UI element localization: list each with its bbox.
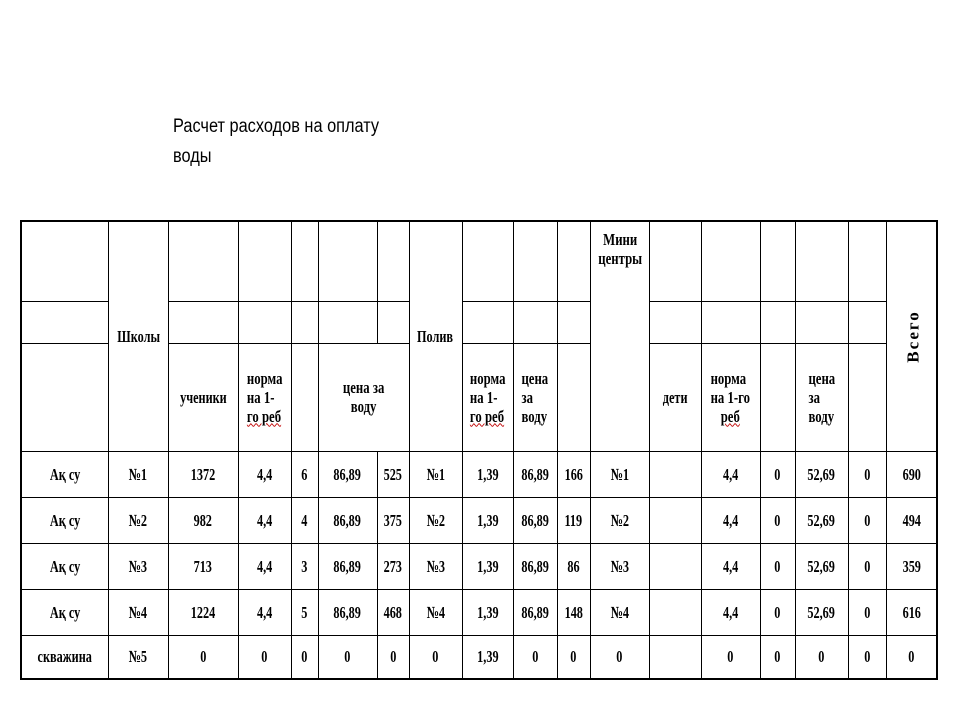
header-cell (318, 301, 377, 343)
header-cell (795, 221, 848, 301)
row-sum: 468 (377, 589, 409, 635)
row-qty: 6 (291, 451, 318, 497)
row-students: 713 (168, 543, 238, 589)
header-cell (795, 301, 848, 343)
header-norm-2: норма на 1- го реб (462, 343, 513, 451)
row-mini-no: №1 (590, 451, 649, 497)
row-school: №2 (108, 497, 168, 543)
row-sum-3: 0 (848, 543, 886, 589)
row-sum-2: 119 (557, 497, 590, 543)
row-sum: 0 (377, 635, 409, 679)
header-cell (557, 343, 590, 451)
water-cost-table (20, 220, 938, 680)
row-children (649, 543, 701, 589)
row-price-3: 52,69 (795, 543, 848, 589)
row-students: 982 (168, 497, 238, 543)
row-children (649, 635, 701, 679)
row-total: 690 (886, 451, 937, 497)
row-total: 0 (886, 635, 937, 679)
row-name: Ақ су (21, 497, 108, 543)
table-row (21, 451, 937, 497)
header-cell (21, 221, 108, 301)
header-schools: Школы (108, 221, 168, 451)
header-cell (238, 221, 291, 301)
row-sum-3: 0 (848, 589, 886, 635)
row-school: №3 (108, 543, 168, 589)
header-cell (462, 221, 513, 301)
header-cell (318, 221, 377, 301)
header-row-1 (21, 221, 937, 301)
row-norm-2: 1,39 (462, 543, 513, 589)
row-price: 86,89 (318, 451, 377, 497)
row-qty-3: 0 (760, 497, 795, 543)
row-water-no: 0 (409, 635, 462, 679)
row-price-2: 86,89 (513, 451, 557, 497)
row-total: 359 (886, 543, 937, 589)
row-norm-2: 1,39 (462, 497, 513, 543)
row-price: 86,89 (318, 497, 377, 543)
header-cell (377, 221, 409, 301)
row-price-2: 86,89 (513, 497, 557, 543)
header-students: ученики (168, 343, 238, 451)
header-cell (760, 301, 795, 343)
row-norm-3: 0 (701, 635, 760, 679)
row-school: №5 (108, 635, 168, 679)
row-name: скважина (21, 635, 108, 679)
table-row (21, 497, 937, 543)
header-cell (848, 343, 886, 451)
row-students: 1372 (168, 451, 238, 497)
row-sum-2: 86 (557, 543, 590, 589)
row-price-2: 0 (513, 635, 557, 679)
row-mini-no: №4 (590, 589, 649, 635)
header-cell (701, 221, 760, 301)
header-price-2: цена за воду (513, 343, 557, 451)
header-price-3: цена за воду (795, 343, 848, 451)
row-norm-2: 1,39 (462, 635, 513, 679)
row-mini-no: №2 (590, 497, 649, 543)
row-sum-2: 166 (557, 451, 590, 497)
row-water-no: №4 (409, 589, 462, 635)
row-qty-3: 0 (760, 635, 795, 679)
row-mini-no: №3 (590, 543, 649, 589)
row-children (649, 451, 701, 497)
row-sum: 273 (377, 543, 409, 589)
row-children (649, 589, 701, 635)
table-row (21, 543, 937, 589)
header-cell (462, 301, 513, 343)
row-qty: 5 (291, 589, 318, 635)
row-name: Ақ су (21, 451, 108, 497)
header-cell (168, 301, 238, 343)
header-cell (291, 301, 318, 343)
header-price: цена за воду (318, 343, 409, 451)
row-price: 86,89 (318, 543, 377, 589)
row-children (649, 497, 701, 543)
header-cell (291, 221, 318, 301)
row-norm: 0 (238, 635, 291, 679)
header-cell (701, 301, 760, 343)
header-cell (760, 343, 795, 451)
row-qty-3: 0 (760, 589, 795, 635)
row-sum-2: 148 (557, 589, 590, 635)
row-mini-no: 0 (590, 635, 649, 679)
title-line-2: воды (173, 146, 212, 167)
header-cell (557, 301, 590, 343)
row-total: 494 (886, 497, 937, 543)
header-cell (238, 301, 291, 343)
header-cell (21, 301, 108, 343)
header-cell (649, 221, 701, 301)
row-price-2: 86,89 (513, 543, 557, 589)
header-cell (513, 301, 557, 343)
header-cell (848, 221, 886, 301)
header-watering: Полив (409, 221, 462, 451)
header-norm-3: норма на 1-го реб (701, 343, 760, 451)
header-total: Всего (886, 221, 937, 451)
row-water-no: №1 (409, 451, 462, 497)
header-cell (649, 301, 701, 343)
row-price: 0 (318, 635, 377, 679)
row-norm-3: 4,4 (701, 543, 760, 589)
row-price-3: 0 (795, 635, 848, 679)
row-price-3: 52,69 (795, 589, 848, 635)
row-sum-3: 0 (848, 497, 886, 543)
page-title (173, 112, 397, 172)
title-line-1: Расчет расходов на оплату (173, 116, 380, 137)
row-sum: 375 (377, 497, 409, 543)
row-norm: 4,4 (238, 543, 291, 589)
row-name: Ақ су (21, 589, 108, 635)
row-name: Ақ су (21, 543, 108, 589)
header-cell (21, 343, 108, 451)
header-cell (760, 221, 795, 301)
row-norm: 4,4 (238, 451, 291, 497)
row-norm-2: 1,39 (462, 589, 513, 635)
row-school: №4 (108, 589, 168, 635)
row-qty: 4 (291, 497, 318, 543)
header-cell (291, 343, 318, 451)
row-students: 1224 (168, 589, 238, 635)
row-price-3: 52,69 (795, 497, 848, 543)
row-qty: 0 (291, 635, 318, 679)
row-price: 86,89 (318, 589, 377, 635)
table-row (21, 635, 937, 679)
row-students: 0 (168, 635, 238, 679)
row-price-3: 52,69 (795, 451, 848, 497)
row-norm-2: 1,39 (462, 451, 513, 497)
row-qty-3: 0 (760, 543, 795, 589)
header-cell (557, 221, 590, 301)
row-water-no: №3 (409, 543, 462, 589)
header-mini-centers: Мини центры (590, 221, 649, 451)
row-qty: 3 (291, 543, 318, 589)
header-cell (848, 301, 886, 343)
table-row (21, 589, 937, 635)
row-price-2: 86,89 (513, 589, 557, 635)
row-norm-3: 4,4 (701, 451, 760, 497)
row-norm: 4,4 (238, 497, 291, 543)
header-cell (377, 301, 409, 343)
header-cell (513, 221, 557, 301)
row-norm-3: 4,4 (701, 589, 760, 635)
header-cell (168, 221, 238, 301)
row-qty-3: 0 (760, 451, 795, 497)
row-sum-2: 0 (557, 635, 590, 679)
row-water-no: №2 (409, 497, 462, 543)
row-norm-3: 4,4 (701, 497, 760, 543)
row-sum-3: 0 (848, 451, 886, 497)
row-norm: 4,4 (238, 589, 291, 635)
row-sum: 525 (377, 451, 409, 497)
header-children: дети (649, 343, 701, 451)
row-total: 616 (886, 589, 937, 635)
row-sum-3: 0 (848, 635, 886, 679)
row-school: №1 (108, 451, 168, 497)
header-norm: норма на 1- го реб (238, 343, 291, 451)
